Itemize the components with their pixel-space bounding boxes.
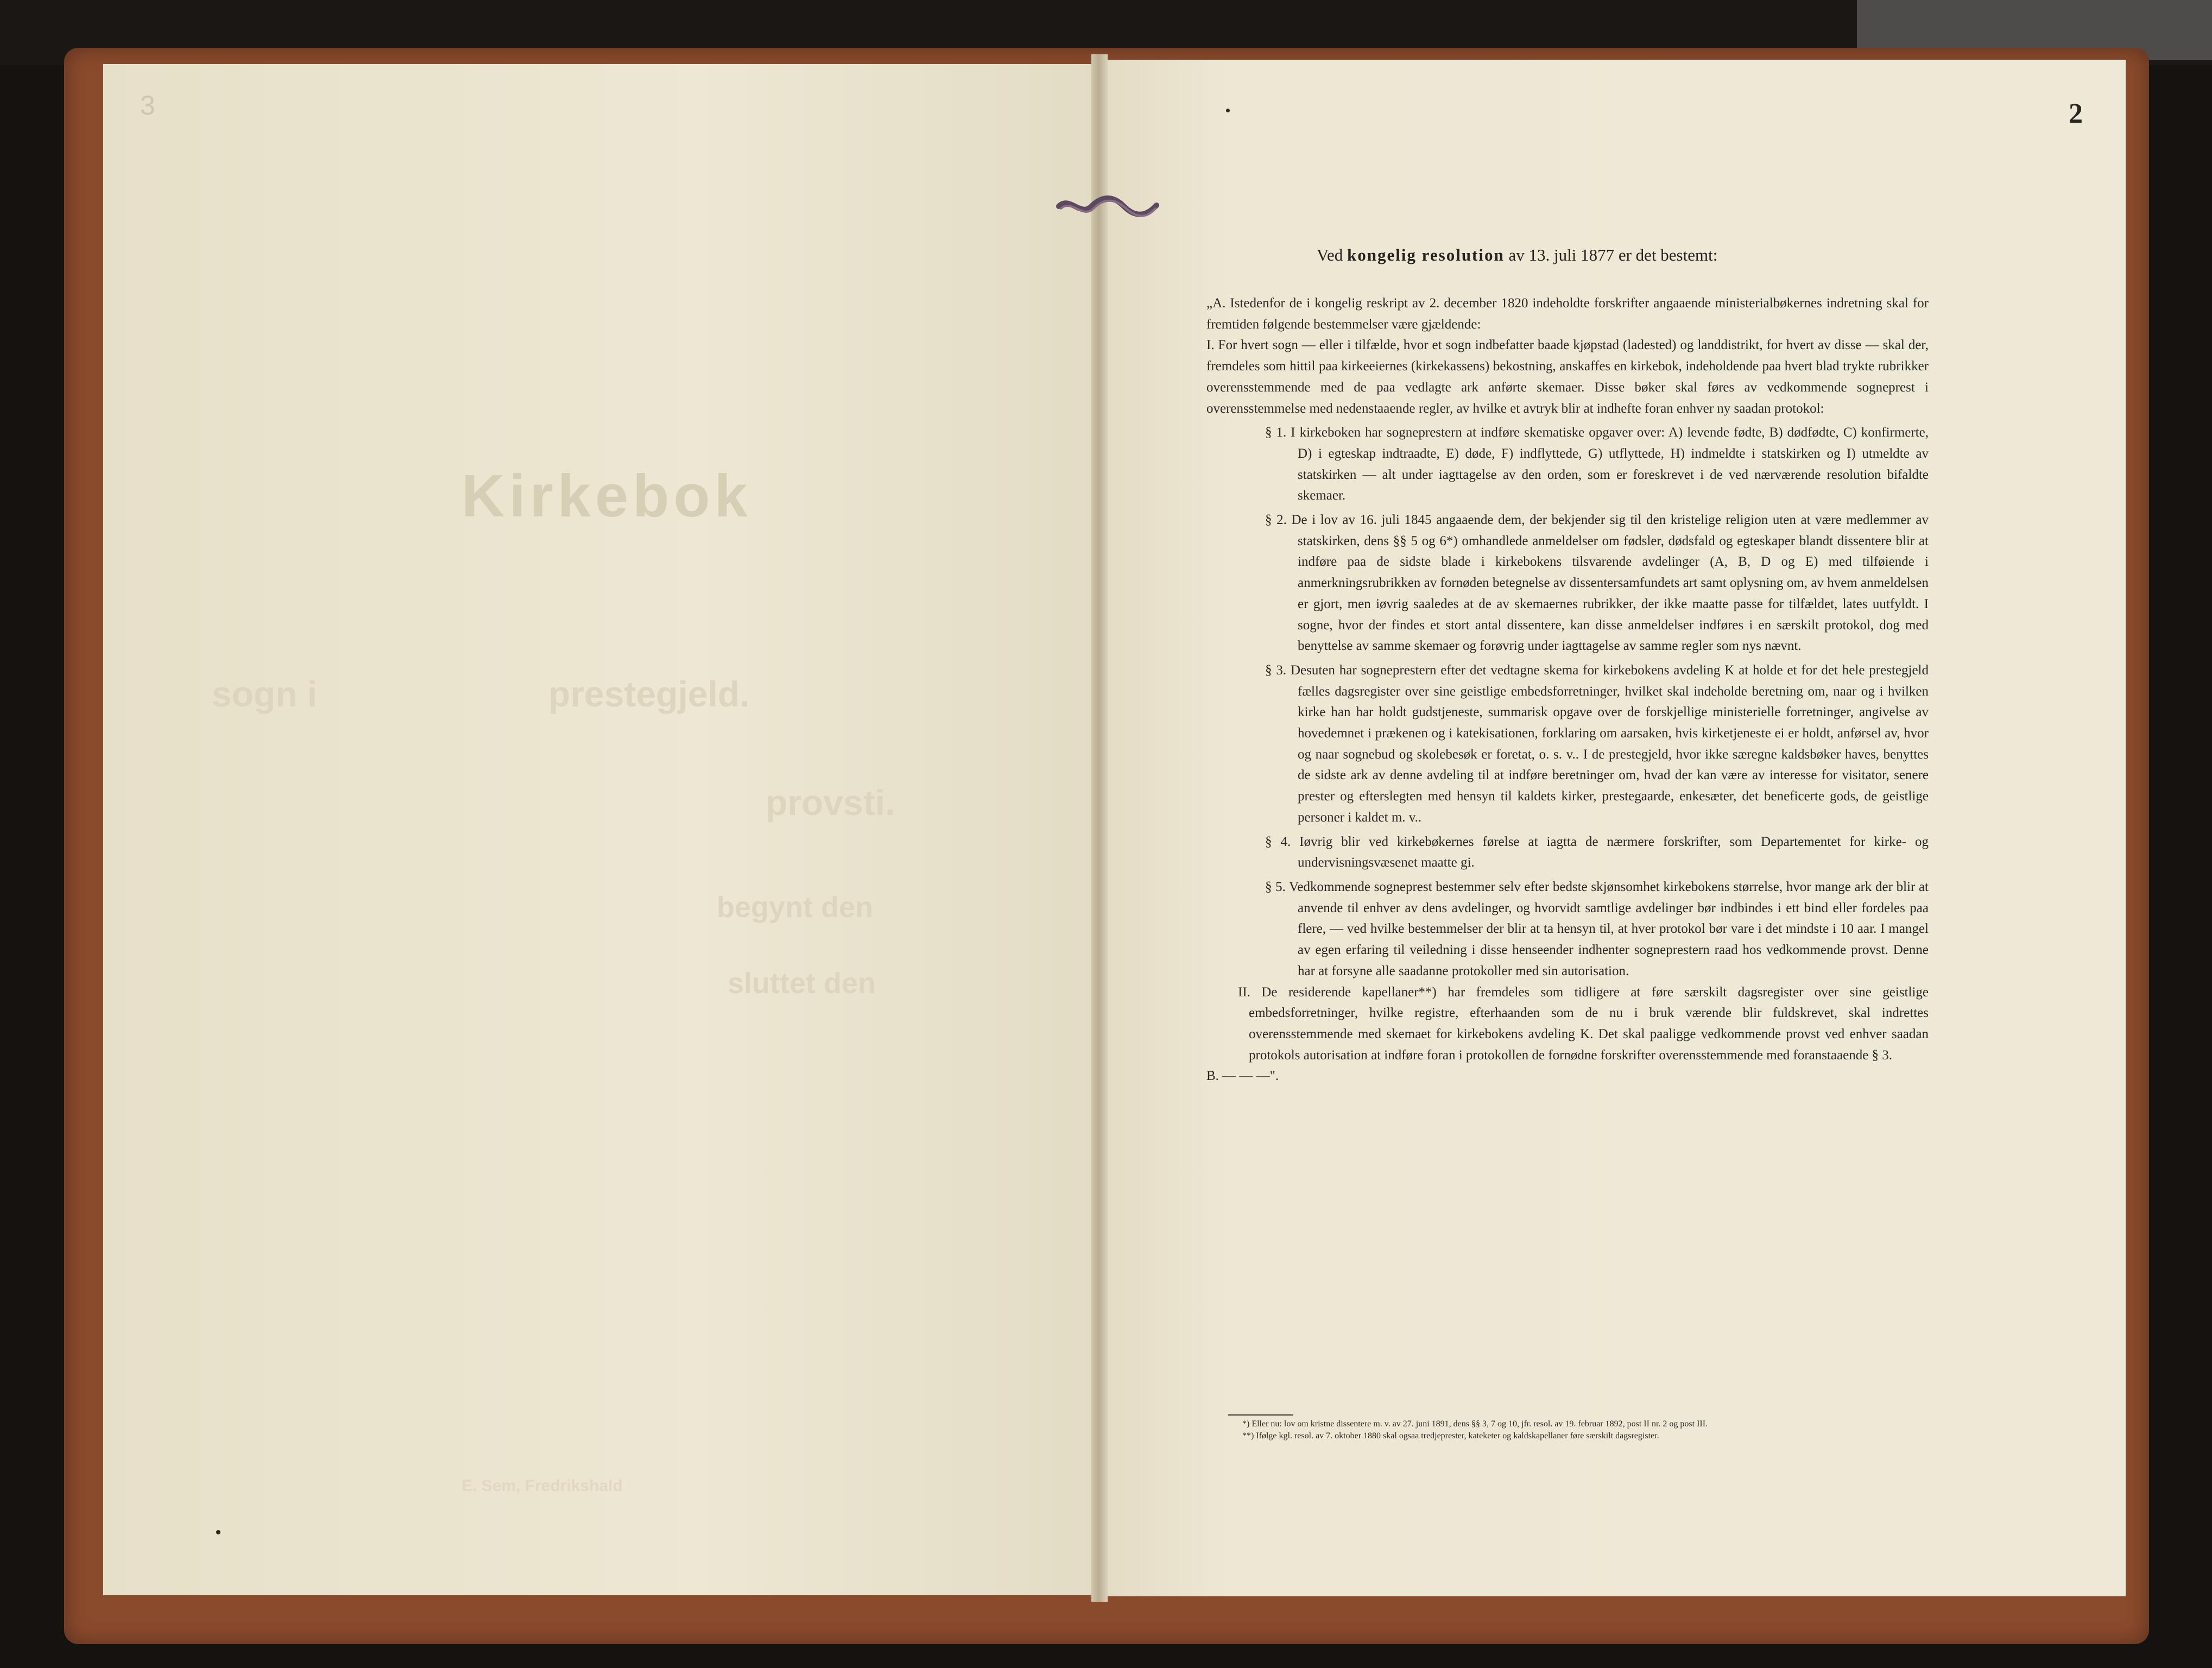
heading-suffix: av 13. juli 1877 er det bestemt: — [1508, 245, 1718, 264]
page-number: 2 — [2069, 98, 2083, 129]
footnote-1: *) Eller nu: lov om kristne dissentere m. v. av 27. juni 1891, dens §§ 3, 7 og 10, jfr. resol. av 19. februar 1892, post II nr. 2 og post III. — [1242, 1419, 1708, 1429]
provsti-line: provsti. — [766, 782, 895, 823]
corner-mark: 3 — [140, 90, 155, 121]
paragraph-a: „A. Istedenfor de i kongelig reskript av 2. december 1820 indeholdte forskrifter angaaende ministerialbøkernes indretning skal for fremtiden følgende bestemmelser være gjældende: — [1206, 296, 1929, 332]
ink-speck — [1226, 109, 1230, 112]
sluttet-line: sluttet den — [728, 967, 876, 1000]
section-5: § 5. Vedkommende sogneprest bestemmer selv efter bedste skjønsomhet kirkebokens størrelse, hvor mange ark der blir at anvende til enhver av dens avdelinger, og hvorvidt samtlige avdelinger bør indbindes i ett bind eller fordeles paa flere, — ved hvilke bestemmelser der blir at ta hensyn til, at hver protokol bør vare i det mindste i 10 aar. I mangel av egen erfaring til veiledning i disse henseender indhenter sogneprestern raad hos vedkommende provst. Denne har at forsyne alle saadanne protokoller med sin autorisation. — [1265, 879, 1929, 978]
section-1: § 1. I kirkeboken har sogneprestern at indføre skematiske opgaver over: A) levende fødte, B) dødfødte, C) konfirmerte, D) i egteskap indtraadte, E) døde, F) indflyttede, G) utflyttede, H) indmeldte i statskirken og I) utmeldte av statskirken — alt under iagttagelse av den orden, som er foreskrevet i de ved nærværende resolution bifaldte skemaer. — [1265, 425, 1929, 503]
footnote-2: **) Ifølge kgl. resol. av 7. oktober 1880 skal ogsaa tredjeprester, kateketer og kaldskapellaner føre særskilt dagsregister. — [1242, 1431, 1659, 1440]
paragraph-ii: II. De residerende kapellaner**) har fremdeles som tidligere at føre særskilt dagsregister over sine geistlige embedsforretninger, hvilke registre, efterhaanden som de nu i bruk værende blir fuldskrevet, skal indrettes overensstemmende med skemaet for kirkebokens avdeling K. Det skal paaligge vedkommende provst ved enhver saadan protokols autorisation at indføre foran i protokollen de fornødne forskrifter overensstemmende med foranstaaende § 3. — [1238, 984, 1929, 1063]
left-page — [103, 64, 1097, 1595]
resolution-heading — [1317, 245, 1805, 265]
heading-prefix: Ved — [1317, 245, 1343, 264]
section-2: § 2. De i lov av 16. juli 1845 angaaende dem, der bekjender sig til den kristelige religion uten at være medlemmer av statskirken, dens §§ 5 og 6*) omhandlede anmeldelser om fødsler, dødsfald og egteskaper blandt dissentere blir at indføre paa de sidste blade i kirkebokens tilsvarende avdelinger (A, B, D og E) med tilføiende i anmerkningsrubrikken av fornøden betegnelse av dissentersamfundets art samt oplysning om, av hvem anmeldelsen er gjort, men iøvrig saaledes at de av skemaernes rubrikker, der ikke maatte passe for tilfældet, lates uutfyldt. I sogne, hvor der findes et stort antal dissentere, kan disse anmeldelser indføres i en særskilt protokol, dog med benyttelse av samme skemaer og forøvrig under iagttagelse av samme regler som nys nævnt. — [1265, 513, 1929, 654]
footnotes — [1228, 1418, 1929, 1442]
prestegjeld-line: prestegjeld. — [548, 674, 750, 714]
resolution-body — [1206, 293, 1929, 1087]
begynt-line: begynt den — [717, 891, 874, 924]
ink-speck — [216, 1530, 220, 1534]
binding-thread — [1053, 190, 1162, 223]
section-3: § 3. Desuten har sogneprestern efter det vedtagne skema for kirkebokens avdeling K at holde et for det hele prestegjeld fælles dagsregister over sine geistlige embedsforretninger, hvilket skal indeholde beretning om, naar og i hvilken kirke han har holdt gudstjeneste, summarisk opgave over de forskjellige ministerielle forretninger, angivelse av hovedemnet i prækenen og i katekisationen, forklaring om aarsaken, hvis kirketjeneste ei er holdt, anførsel av, hvor og naar sognebud og skolebesøk er foretat, o. s. v.. I de prestegjeld, hvor ikke særegne kaldsbøker haves, benyttes de sidste ark av denne avdeling til at indføre beretninger om, hvad der kan være av interesse for visitator, senere prester og efterslegten med hensyn til kaldets kirker, prestegaarde, enkesæter, det beneficerte gods, de geistlige personer i kaldet m. v.. — [1265, 662, 1929, 825]
section-4: § 4. Iøvrig blir ved kirkebøkernes førelse at iagtta de nærmere forskrifter, som Departementet for kirke- og undervisningsvæsenet maatte gi. — [1265, 834, 1929, 870]
book-gutter — [1091, 54, 1108, 1602]
printer-line: E. Sem, Fredrikshald — [462, 1477, 623, 1495]
heading-bold: kongelig resolution — [1347, 245, 1505, 264]
sogn-line: sogn i — [212, 674, 318, 714]
paragraph-i: I. For hvert sogn — eller i tilfælde, hvor et sogn indbefatter baade kjøpstad (ladested) og landdistrikt, for hvert av disse — skal der, fremdeles som hittil paa kirkeeiernes (kirkekassens) bekostning, anskaffes en kirkebok, indeholdende paa hvert blad trykte rubrikker overensstemmende med de paa vedlagte ark anførte skemaer. Disse bøker skal føres av vedkommende sogneprest i overensstemmelse med nedenstaaende regler, av hvilke et avtryk blir at indhefte foran enhver ny saadan protokol: — [1206, 338, 1929, 416]
footnote-rule — [1228, 1414, 1293, 1416]
page-title: Kirkebok — [462, 463, 752, 529]
paragraph-b: B. — — —". — [1206, 1069, 1279, 1084]
